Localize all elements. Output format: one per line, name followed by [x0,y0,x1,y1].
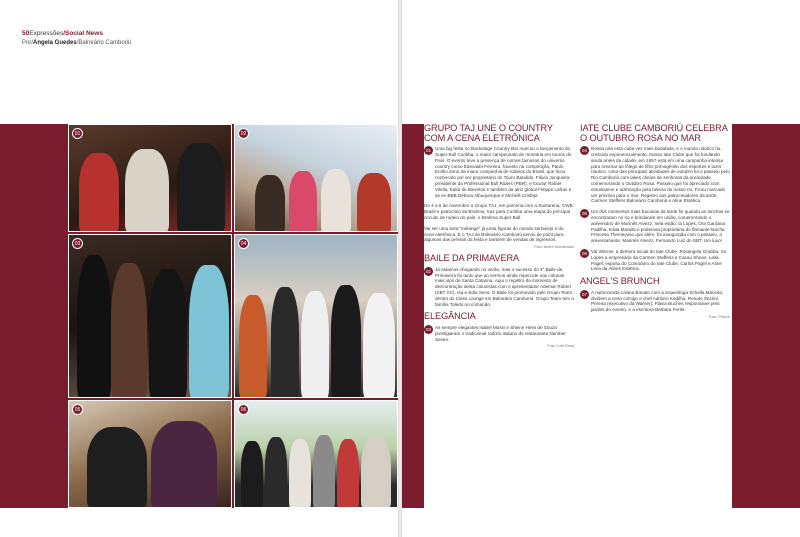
byline: Por/Angela Guedes/Balneário Camboriú [22,40,132,46]
article-iate-p2: 05 Um dos momentos mais bacanas da tarde foi quando as lanchas se encontraram no rio e brindaram em união, comemorando o aniversário de Marinês Alvezz, nela estão: la Lopes, Ora Gardana Padilha, Kátia Marasti e poderosa proprietária do flamante lancha Princesa Themeyuso que além, foi inaugurada com o passeio, a aniversariante, Marinês Alvezz, Fernando Luiz do SBT. Um luxo! [581,209,730,244]
burgundy-band-right-outer [732,124,800,508]
bullet-number: 04 [581,148,587,154]
photo-number: 02 [238,128,249,139]
photo-3 [68,234,232,398]
bullet-number: 07 [581,291,587,297]
bullet-number: 03 [425,326,431,332]
headline-taj: GRUPO TAJ UNE O COUNTRY COM A CENA ELETRÔNICA [424,123,553,143]
text-column-1 [424,124,574,348]
bullet-number: 01 [425,148,431,154]
subsection-name: Social News [65,30,103,37]
article-taj-p2: De 4 a 6 de novembro o Grupo TAJ, em parceria com a Santarena, CWB Brasil e patrocínio da Brahma, traz para Curitiba uma etapa do principal circuito de rodeio do país, o Brahma Super Bull. [424,203,573,220]
bullet-number: 05 [581,211,587,217]
bullet-number: 02 [425,268,431,274]
section-name: Expressões [29,30,64,37]
article-baile-body: 02 Já estamos chegando no verão, mas o sucesso do 3° Baile da Primavera foi tanto que ao sermos ainda repercute nas colunas mais vips de Santa Catarina. Aqui o registro da momento de descontração desta colunistas com o apresentador Ademar Robert (SBT SC), Isa e Edla Sens. O Baile foi promovido pelo Grupo Team, dentro do Class Lounge em Balneário Camboriú. Grupo Team tem a família Toledo no comando. [425,266,574,307]
author-name: Angela Guedes [33,40,77,46]
article-taj-body: 01 Uma big festa no Backstage Country Bar marcou o lançamento do Super Bull Curitiba, o maior campeonato de montaria em touros do País. O evento teve a presença de nomes famosos do universo country como Edevaldo Ferreira, favorito na competição, Paulo Emílio dono da maior companhia de rodeios do Brasil, que ficou conhecido por ser proprietário do Touro Bandido, Flávio Junqueira presidente da Professional Bull Riders (PBR), e locutor Rafael Vilella, Kaká de Barretos e também da atriz global Felippe Lafran e as ex-BBB Débora Albuquerque e Michelli Crisfepi. [425,146,572,198]
photo-credit: Foto: Andre Mordenado [534,245,574,250]
page-number: 50 [22,30,30,37]
article-iate-p3: 06 Val Wörner, a diretora social do Iate Clube, Rosangela Grubba, Su Lopes a empresária da Carmen Steffens e Cacau Shoes, Leila Pagel, esposa do Comodoro do Iate Clube, Carlos Pagel e Aline Lima da Alines Estética. [581,248,727,272]
page-folio: 50Expressões/Social News [22,30,103,37]
headline-baile: BAILE DA PRIMAVERA [424,253,520,264]
article-brunch-body: 07 A nutricionista Liliana Bonato com a arqueóloga Schella Macedo, dividem a cena comigo e chef Adriano Kedilha. Renato Sezrini Pereira (executivo da Warner), Flávia Buches responsável pelo jardins do evento, e a escritora Bárbara Ferlet. [581,289,724,313]
photo-number: 01 [72,128,83,139]
article-elegancia-body: 03 As sempre elegantes Isabel Mussi e Sheine Hess de Souza prestigiaram o tradicional rodízio italiano do restaurante Number Seven. [425,324,566,342]
photo-6 [234,400,398,508]
location: /Balneário Camboriú [76,40,132,46]
text-column-2 [580,124,730,319]
burgundy-band-right-inner [402,124,424,508]
article-taj-p3: Vai ser uma bela "mélange" já junta figuras do mundo sertanejo e da cena eletrônica. E o TAJ de Balneário Camboriú serviu de point para algumas das prévias da festa e também de vendas de ingressos. [424,225,564,243]
headline-iate: IATE CLUBE CAMBORIÚ CELEBRA O OUTUBRO ROSA NO MAR [580,123,728,143]
photo-4 [234,234,398,398]
photo-number: 03 [72,238,83,249]
article-iate-body: 04 Nossa orla está cada vez mais badalada, e o mundo náutico ha crescido exponencialmente. Nosso Iate Clube que foi fundando ainda antes da cidade, em 1957 está em uma campanha intensa para retomar ao fôlego de filho primogênito dos esportes e lazer náutico. Uma das principais atividades de outubro foi o passeio pelo Rio Camboriú com lakes cheios de senhoras da sociedade comemorando o Outubro Rosa. Passeio que foi apreciado com entusiasmo e admiração pela beleza do nosso rio. Ficou marcado um próximo para o mar. Registro aos patrocinadores da tarde, Carmen Steffens Balneário Camboriú e Aline Estética. [581,146,730,204]
photo-number: 04 [238,238,249,249]
photo-1 [68,124,232,232]
photo-2 [234,124,398,232]
photo-number: 05 [72,404,83,415]
headline-elegancia: ELEGÂNCIA [424,311,476,322]
photo-number: 06 [238,404,249,415]
bullet-number: 06 [581,250,587,256]
photo-credit: Foto: Loiti Rosa [547,344,574,349]
photo-5 [68,400,232,508]
photo-credit: Foto: Piklore [708,314,730,319]
headline-brunch: ANGEL'S BRUNCH [580,276,660,287]
